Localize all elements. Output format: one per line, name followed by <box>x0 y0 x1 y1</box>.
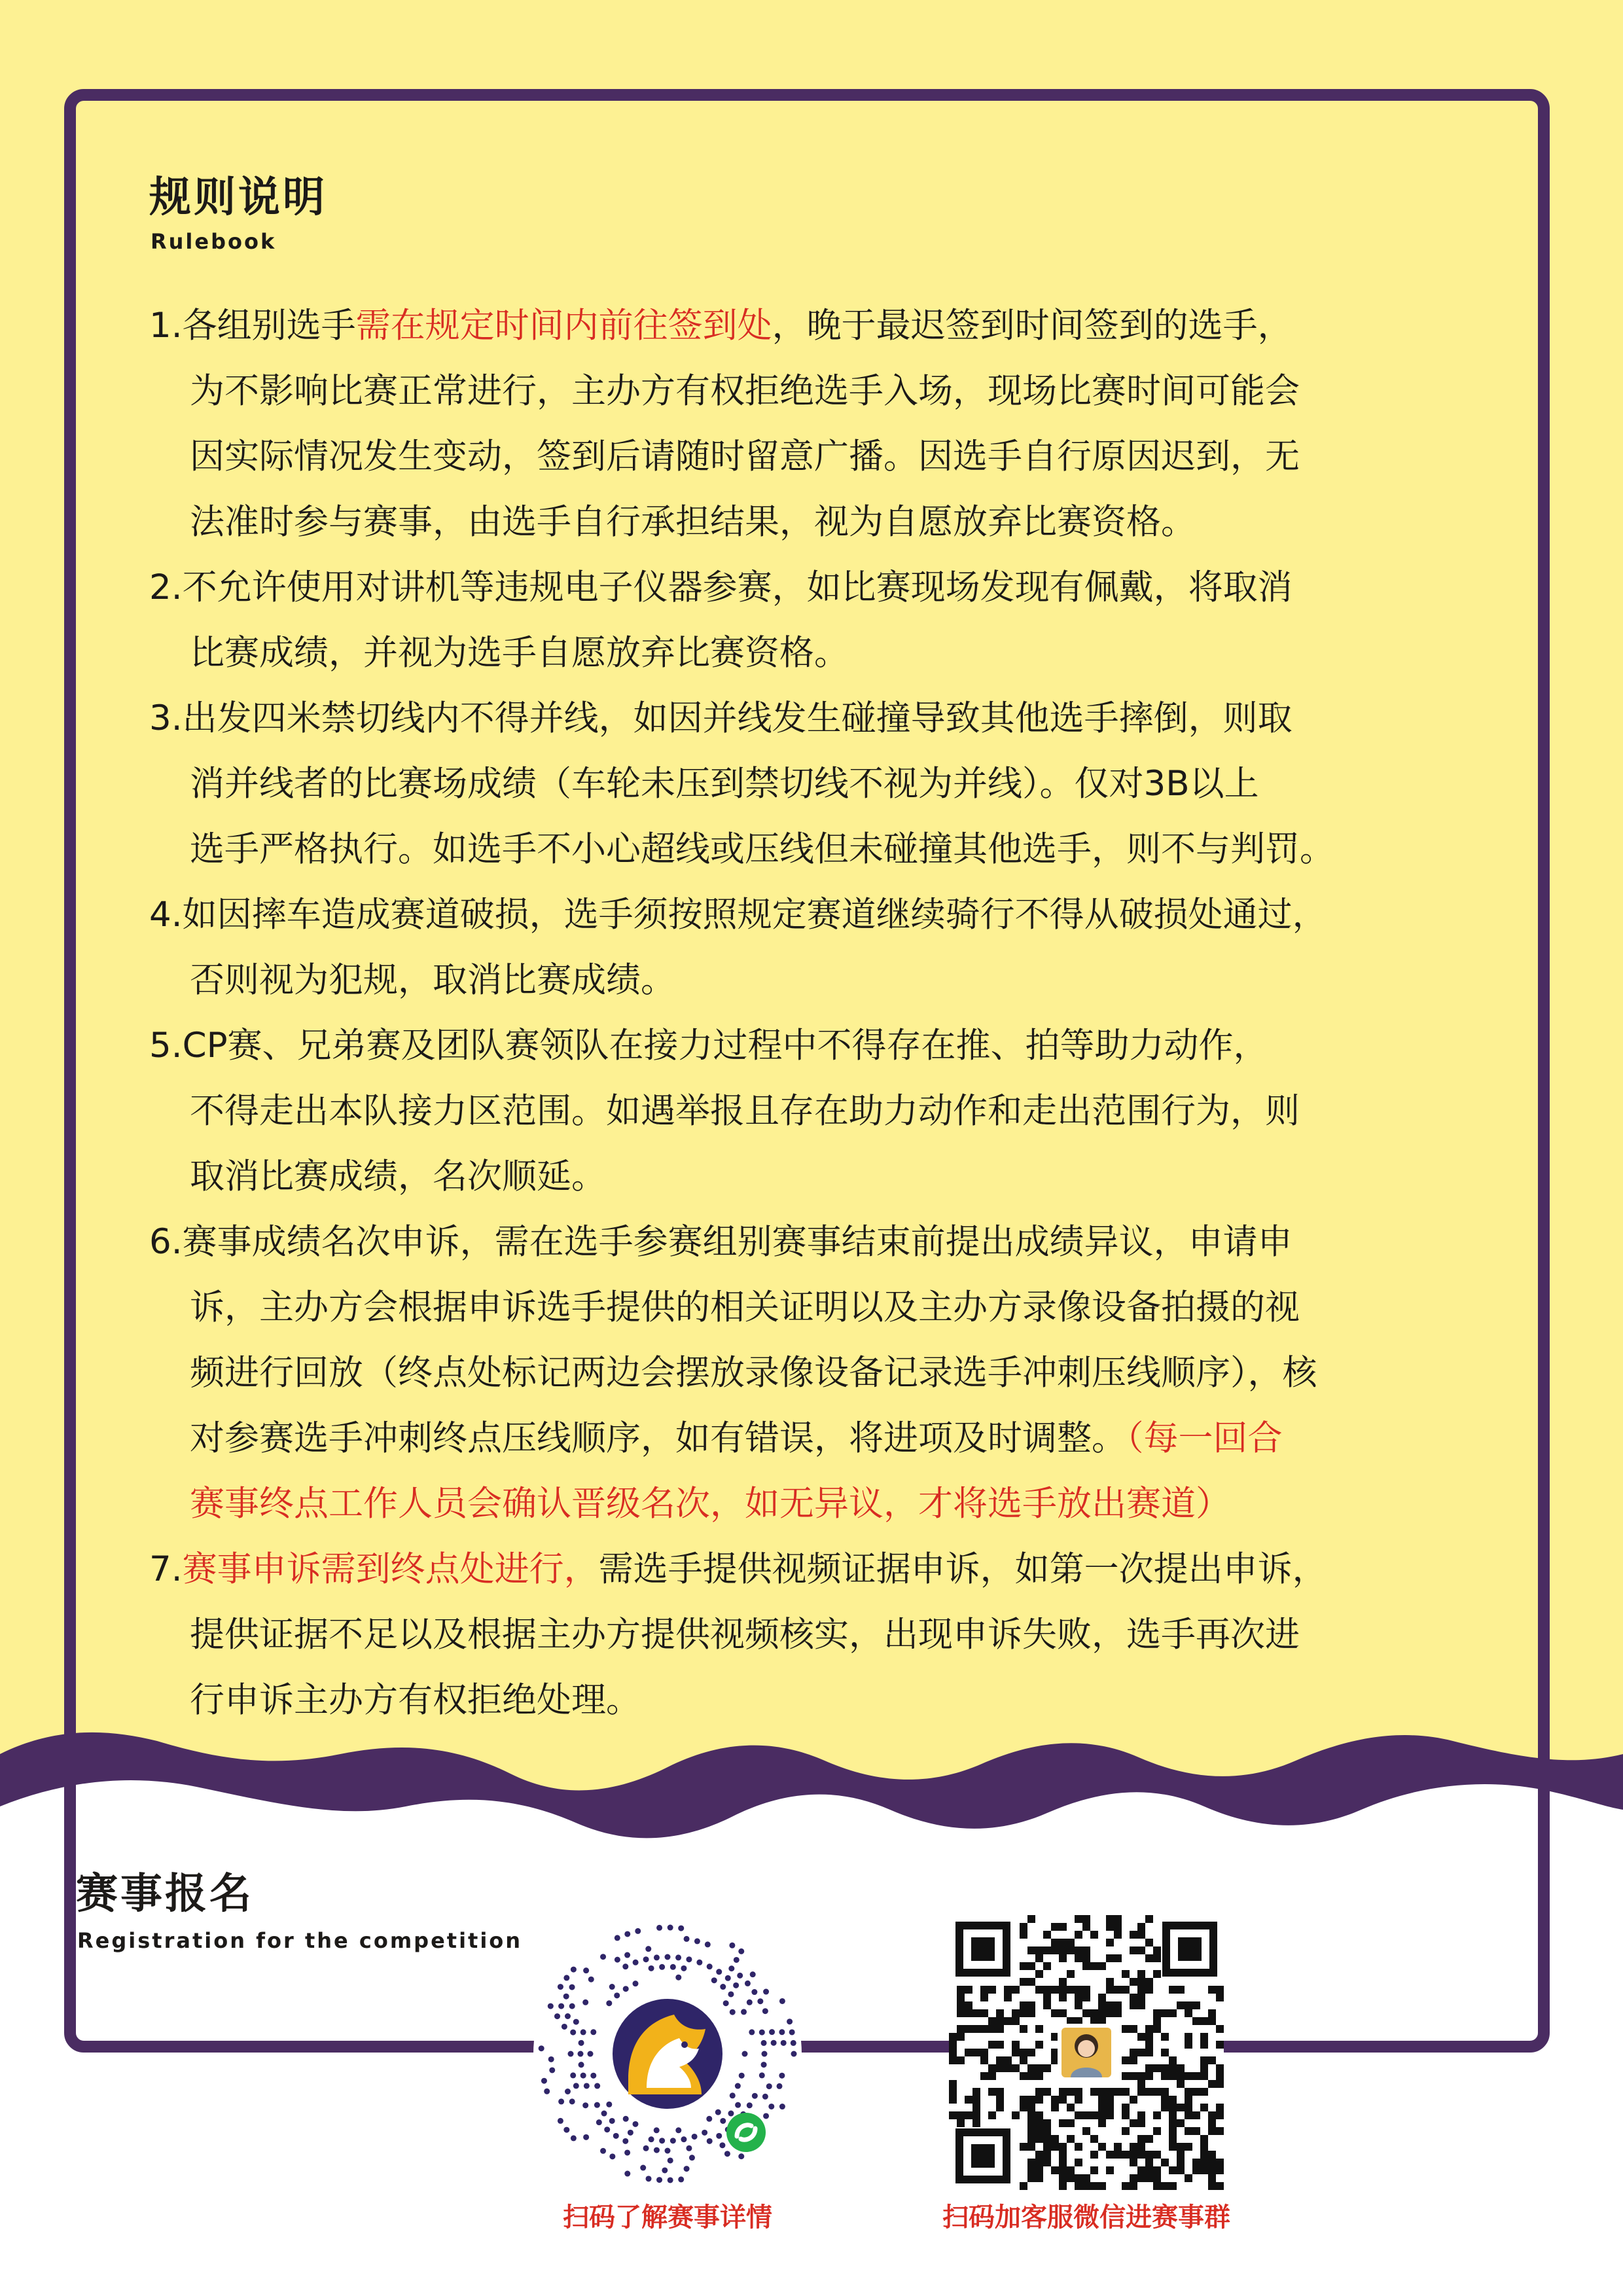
rule-6 <box>149 1210 1517 1537</box>
wechat-mini-program-icon <box>726 2113 766 2152</box>
registration-title: 赛事报名 <box>76 1870 254 1918</box>
rule-text: 赛事成绩名次申诉，需在选手参赛组别赛事结束前提出成绩异议，申请申 <box>182 1222 1293 1262</box>
rule-line: 为不影响比赛正常进行，主办方有权拒绝选手入场，现场比赛时间可能会 <box>190 371 1300 411</box>
rule-number: 5. <box>149 1026 183 1066</box>
rule-2 <box>149 555 1517 686</box>
qr-left-caption: 扫码了解赛事详情 <box>563 2202 772 2233</box>
rulebook-title: 规则说明 <box>149 173 327 222</box>
rule-4 <box>149 882 1517 1013</box>
rules-list <box>149 293 1517 1733</box>
rule-5 <box>149 1013 1517 1210</box>
rule-text: 出发四米禁切线内不得并线，如因并线发生碰撞导致其他选手摔倒，则取 <box>182 698 1293 738</box>
rule-line: 取消比赛成绩，名次顺延。 <box>190 1157 606 1196</box>
rulebook-subtitle: Rulebook <box>151 229 277 254</box>
rule-text: CP赛、兄弟赛及团队赛领队在接力过程中不得存在推、拍等助力动作， <box>182 1026 1268 1066</box>
rule-1 <box>149 293 1517 555</box>
rule-line: 对参赛选手冲刺终点压线顺序，如有错误，将进项及时调整。 <box>190 1418 1126 1458</box>
rule-text: 不允许使用对讲机等违规电子仪器参赛，如比赛现场发现有佩戴，将取消 <box>182 567 1293 607</box>
rule-line: 不得走出本队接力区范围。如遇举报且存在助力动作和走出范围行为，则 <box>190 1091 1300 1131</box>
qr-right-caption: 扫码加客服微信进赛事群 <box>942 2202 1230 2233</box>
rule-number: 4. <box>149 895 183 935</box>
rule-line: 选手严格执行。如选手不小心超线或压线但未碰撞其他选手，则不与判罚。 <box>190 829 1334 869</box>
rule-text: ，晚于最迟签到时间签到的选手， <box>772 306 1293 346</box>
registration-subtitle: Registration for the competition <box>77 1928 523 1953</box>
rule-highlight: （每一回合 <box>1126 1418 1283 1458</box>
rule-number: 1. <box>149 306 183 346</box>
rule-number: 3. <box>149 698 183 738</box>
rule-text: 如因摔车造成赛道破损，选手须按照规定赛道继续骑行不得从破损处通过， <box>182 895 1327 935</box>
rule-highlight-line: 赛事终点工作人员会确认晋级名次，如无异议，才将选手放出赛道） <box>190 1484 1230 1524</box>
rule-7 <box>149 1537 1517 1733</box>
rule-line: 比赛成绩，并视为选手自愿放弃比赛资格。 <box>190 633 849 673</box>
rule-line: 提供证据不足以及根据主办方提供视频核实，出现申诉失败，选手再次进 <box>190 1615 1300 1655</box>
mini-program-qr-code[interactable] <box>530 1916 805 2191</box>
rule-highlight: 需在规定时间内前往签到处 <box>355 306 772 346</box>
rule-text: 需选手提供视频证据申诉，如第一次提出申诉， <box>598 1549 1327 1589</box>
rule-line: 因实际情况发生变动，签到后请随时留意广播。因选手自行原因迟到，无 <box>190 437 1300 476</box>
rule-text: 各组别选手 <box>182 306 356 346</box>
rule-number: 7. <box>149 1549 183 1589</box>
rule-highlight: 赛事申诉需到终点处进行， <box>182 1549 599 1589</box>
wechat-contact-qr-code[interactable] <box>949 1915 1224 2190</box>
rule-line: 频进行回放（终点处标记两边会摆放录像设备记录选手冲刺压线顺序），核 <box>190 1353 1317 1393</box>
rule-line: 法准时参与赛事，由选手自行承担结果，视为自愿放弃比赛资格。 <box>190 502 1196 542</box>
rule-3 <box>149 686 1517 882</box>
rule-line: 诉，主办方会根据申诉选手提供的相关证明以及主办方录像设备拍摄的视 <box>190 1287 1300 1327</box>
rule-line: 行申诉主办方有权拒绝处理。 <box>190 1680 641 1720</box>
rule-line: 消并线者的比赛场成绩（车轮未压到禁切线不视为并线）。仅对3B以上 <box>190 764 1259 804</box>
rule-number: 6. <box>149 1222 183 1262</box>
rule-line: 否则视为犯规，取消比赛成绩。 <box>190 960 675 1000</box>
rule-number: 2. <box>149 567 183 607</box>
